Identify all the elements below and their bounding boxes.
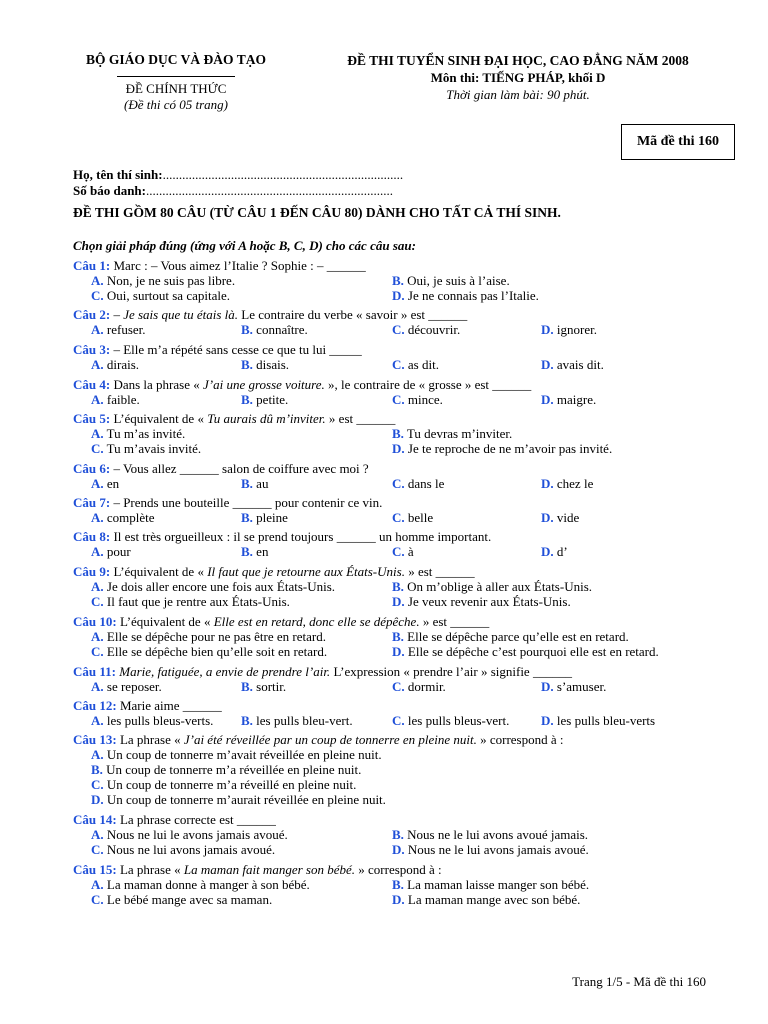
option-letter: A.	[91, 510, 104, 525]
option-d	[541, 679, 606, 694]
option-text: en	[103, 476, 120, 491]
question-label: Câu 11:	[73, 664, 116, 679]
option-text: Nous ne lui avons jamais avoué.	[103, 842, 276, 857]
option-letter: B.	[241, 679, 253, 694]
question-text: –	[110, 307, 124, 322]
candidate-id-label: Số báo danh:	[73, 183, 146, 198]
option-c	[91, 441, 201, 456]
question-text-end: L’expression « prendre l’air » signifie ______	[330, 664, 572, 679]
question-label: Câu 12:	[73, 698, 117, 713]
option-d	[541, 322, 597, 337]
option-c	[392, 713, 509, 728]
question-label: Câu 9:	[73, 564, 111, 579]
option-text: les pulls bleus-verts.	[103, 713, 214, 728]
option-letter: B.	[91, 762, 103, 777]
question-label: Câu 6:	[73, 461, 111, 476]
option-d	[541, 357, 604, 372]
option-c	[91, 594, 290, 609]
option-c	[392, 476, 444, 491]
option-letter: D.	[392, 288, 405, 303]
option-text: petite.	[252, 392, 289, 407]
option-text: Je ne connais pas l’Italie.	[404, 288, 539, 303]
option-letter: C.	[91, 842, 104, 857]
question-label: Câu 2:	[73, 307, 111, 322]
option-text: Le bébé mange avec sa maman.	[103, 892, 273, 907]
question-text: La phrase correcte est ______	[116, 812, 276, 827]
exam-subject: Môn thi: TIẾNG PHÁP, khối D	[430, 70, 606, 85]
option-letter: B.	[241, 713, 253, 728]
option-text: Elle se dépêche bien qu’elle soit en retard.	[103, 644, 328, 659]
option-text: s’amuser.	[553, 679, 607, 694]
option-text: mince.	[404, 392, 443, 407]
exam-header	[310, 52, 726, 103]
option-letter: A.	[91, 579, 104, 594]
option-text: complète	[103, 510, 155, 525]
exam-code-box: Mã đề thi 160	[621, 124, 735, 160]
option-letter: A.	[91, 273, 104, 288]
option-b	[392, 426, 512, 441]
question-label: Câu 10:	[73, 614, 117, 629]
option-letter: A.	[91, 679, 104, 694]
option-c	[91, 644, 327, 659]
option-letter: A.	[91, 476, 104, 491]
option-b	[241, 510, 288, 525]
option-letter: A.	[91, 629, 104, 644]
option-a	[91, 357, 139, 372]
option-letter: A.	[91, 544, 104, 559]
option-text: faible.	[103, 392, 140, 407]
question-stem	[73, 495, 382, 510]
option-letter: C.	[91, 288, 104, 303]
option-letter: A.	[91, 713, 104, 728]
option-d	[392, 892, 580, 907]
option-b	[392, 579, 592, 594]
option-text: pour	[103, 544, 131, 559]
option-letter: D.	[541, 713, 554, 728]
option-text: as dit.	[404, 357, 439, 372]
option-text: sortir.	[252, 679, 287, 694]
option-letter: B.	[241, 392, 253, 407]
option-letter: A.	[91, 827, 104, 842]
option-letter: B.	[392, 877, 404, 892]
question-quote: J’ai une grosse voiture.	[202, 377, 325, 392]
option-b	[241, 357, 289, 372]
option-d	[541, 392, 596, 407]
option-c	[392, 392, 443, 407]
option-letter: A.	[91, 322, 104, 337]
option-letter: D.	[541, 510, 554, 525]
option-letter: C.	[392, 392, 405, 407]
option-b	[241, 392, 288, 407]
option-c	[91, 288, 230, 303]
option-a	[91, 273, 235, 288]
question-text: Il est très orgueilleux : il se prend toujours ______ un homme important.	[110, 529, 492, 544]
option-a	[91, 877, 310, 892]
option-text: Il faut que je rentre aux États-Unis.	[103, 594, 290, 609]
question-text: – Elle m’a répété sans cesse ce que tu lui _____	[110, 342, 362, 357]
option-c	[392, 357, 439, 372]
question-label: Câu 15:	[73, 862, 117, 877]
option-b	[241, 476, 268, 491]
option-text: ignorer.	[553, 322, 597, 337]
question-label: Câu 14:	[73, 812, 117, 827]
option-text: d’	[553, 544, 568, 559]
candidate-id-dots: ............................................................................	[145, 183, 393, 198]
option-text: Non, je ne suis pas libre.	[103, 273, 236, 288]
exam-title: ĐỀ THI TUYỂN SINH ĐẠI HỌC, CAO ĐẲNG NĂM 2008	[347, 53, 689, 68]
option-letter: C.	[91, 441, 104, 456]
question-label: Câu 8:	[73, 529, 111, 544]
option-text: connaître.	[252, 322, 308, 337]
question-text: – Vous allez ______ salon de coiffure avec moi ?	[110, 461, 369, 476]
option-letter: D.	[541, 392, 554, 407]
question-text: La phrase «	[116, 862, 184, 877]
question-stem	[73, 732, 564, 747]
option-text: Je te reproche de ne m’avoir pas invité.	[404, 441, 613, 456]
option-text: Nous ne le lui avons jamais avoué.	[404, 842, 589, 857]
option-letter: D.	[392, 594, 405, 609]
option-letter: B.	[241, 544, 253, 559]
option-text: Nous ne lui le avons jamais avoué.	[103, 827, 288, 842]
option-d	[541, 476, 593, 491]
option-text: les pulls bleu-verts	[553, 713, 656, 728]
option-letter: D.	[392, 892, 405, 907]
option-text: à	[404, 544, 414, 559]
option-text: La maman donne à manger à son bébé.	[103, 877, 310, 892]
option-text: chez le	[553, 476, 594, 491]
option-c	[91, 777, 356, 792]
option-letter: C.	[392, 544, 405, 559]
option-text: La maman laisse manger son bébé.	[403, 877, 590, 892]
option-d	[392, 842, 589, 857]
option-text: Nous ne le lui avons avoué jamais.	[403, 827, 589, 842]
option-a	[91, 629, 326, 644]
question-quote: Il faut que je retourne aux États-Unis.	[207, 564, 405, 579]
question-label: Câu 1:	[73, 258, 111, 273]
option-text: avais dit.	[553, 357, 604, 372]
question-stem	[73, 529, 491, 544]
question-stem	[73, 812, 276, 827]
question-text: Dans la phrase «	[110, 377, 203, 392]
option-letter: A.	[91, 877, 104, 892]
option-text: Elle se dépêche parce qu’elle est en retard.	[403, 629, 629, 644]
question-quote: Je sais que tu étais là.	[123, 307, 239, 322]
option-letter: C.	[91, 892, 104, 907]
option-c	[392, 322, 460, 337]
option-letter: D.	[392, 842, 405, 857]
option-text: On m’oblige à aller aux États-Unis.	[403, 579, 593, 594]
option-a	[91, 392, 140, 407]
question-label: Câu 13:	[73, 732, 117, 747]
option-text: maigre.	[553, 392, 597, 407]
option-letter: C.	[392, 357, 405, 372]
option-text: Un coup de tonnerre m’avait réveillée en pleine nuit.	[103, 747, 382, 762]
option-b	[91, 762, 361, 777]
question-text-end: Le contraire du verbe « savoir » est ______	[238, 307, 468, 322]
option-text: les pulls bleu-vert.	[252, 713, 353, 728]
option-a	[91, 510, 155, 525]
option-d	[541, 544, 568, 559]
option-d	[392, 594, 571, 609]
option-letter: B.	[241, 476, 253, 491]
header-divider	[117, 76, 235, 77]
question-stem	[73, 564, 475, 579]
option-text: au	[252, 476, 269, 491]
question-text-end: », le contraire de « grosse » est ______	[324, 377, 532, 392]
option-a	[91, 713, 213, 728]
ministry-header	[72, 52, 280, 113]
option-text: Tu devras m’inviter.	[403, 426, 513, 441]
option-text: Tu m’avais invité.	[103, 441, 202, 456]
question-text: – Prends une bouteille ______ pour contenir ce vin.	[110, 495, 383, 510]
option-text: Un coup de tonnerre m’a réveillé en pleine nuit.	[103, 777, 357, 792]
question-text-end: » correspond à :	[476, 732, 564, 747]
option-letter: B.	[392, 827, 404, 842]
candidate-name-dots: ..........................................................................	[162, 167, 404, 182]
option-letter: B.	[392, 273, 404, 288]
option-a	[91, 827, 288, 842]
question-stem	[73, 862, 442, 877]
instructions-prompt: Chọn giải pháp đúng (ứng với A hoặc B, C, D) cho các câu sau:	[73, 238, 416, 253]
option-letter: D.	[392, 441, 405, 456]
question-stem	[73, 307, 467, 322]
option-letter: A.	[91, 426, 104, 441]
option-text: Un coup de tonnerre m’a réveillée en pleine nuit.	[102, 762, 362, 777]
option-text: refuser.	[103, 322, 146, 337]
option-letter: D.	[392, 644, 405, 659]
question-text: Marie aime ______	[116, 698, 222, 713]
question-text: L’équivalent de «	[116, 614, 214, 629]
option-a	[91, 679, 162, 694]
option-letter: B.	[392, 426, 404, 441]
option-letter: D.	[91, 792, 104, 807]
option-text: Je dois aller encore une fois aux États-Unis.	[103, 579, 336, 594]
option-c	[91, 842, 275, 857]
question-label: Câu 3:	[73, 342, 111, 357]
option-a	[91, 544, 131, 559]
option-letter: D.	[541, 476, 554, 491]
option-letter: B.	[392, 579, 404, 594]
option-text: dirais.	[103, 357, 140, 372]
option-text: La maman mange avec son bébé.	[404, 892, 581, 907]
option-c	[91, 892, 272, 907]
instructions-heading: ĐỀ THI GỒM 80 CÂU (TỪ CÂU 1 ĐẾN CÂU 80) DÀNH CHO TẤT CẢ THÍ SINH.	[73, 205, 561, 220]
option-letter: A.	[91, 747, 104, 762]
question-stem	[73, 258, 366, 273]
question-quote: Tu aurais dû m’inviter.	[207, 411, 326, 426]
option-text: découvrir.	[404, 322, 461, 337]
option-text: dormir.	[404, 679, 446, 694]
option-letter: C.	[392, 510, 405, 525]
question-text-end: » correspond à :	[355, 862, 442, 877]
option-b	[241, 544, 268, 559]
option-letter: B.	[241, 357, 253, 372]
candidate-name-line	[73, 167, 403, 183]
question-text: Marc : – Vous aimez l’Italie ? Sophie : – ______	[110, 258, 366, 273]
option-a	[91, 322, 146, 337]
option-d	[392, 288, 539, 303]
exam-duration: Thời gian làm bài: 90 phút.	[446, 87, 590, 102]
question-stem	[73, 411, 395, 426]
option-a	[91, 579, 335, 594]
option-letter: C.	[91, 777, 104, 792]
question-text-end: » est ______	[404, 564, 475, 579]
option-text: Je veux revenir aux États-Unis.	[404, 594, 571, 609]
question-stem	[73, 698, 222, 713]
option-text: dans le	[404, 476, 445, 491]
option-d	[392, 441, 612, 456]
option-c	[392, 679, 446, 694]
option-letter: D.	[541, 544, 554, 559]
question-label: Câu 5:	[73, 411, 111, 426]
question-quote: Marie, fatiguée, a envie de prendre l’air.	[119, 664, 331, 679]
question-label: Câu 4:	[73, 377, 111, 392]
option-a	[91, 476, 119, 491]
option-d	[392, 644, 659, 659]
option-text: belle	[404, 510, 434, 525]
option-letter: B.	[241, 322, 253, 337]
question-text: L’équivalent de «	[110, 564, 208, 579]
option-d	[91, 792, 386, 807]
question-text-end: » est ______	[325, 411, 396, 426]
option-letter: C.	[392, 679, 405, 694]
option-letter: D.	[541, 357, 554, 372]
question-text-end: » est ______	[419, 614, 490, 629]
option-b	[392, 827, 588, 842]
option-letter: B.	[241, 510, 253, 525]
option-c	[392, 544, 414, 559]
option-text: pleine	[252, 510, 288, 525]
page-footer: Trang 1/5 - Mã đề thi 160	[572, 974, 706, 989]
pages-note: (Đề thi có 05 trang)	[124, 97, 228, 112]
candidate-name-label: Họ, tên thí sinh:	[73, 167, 163, 182]
option-text: en	[252, 544, 269, 559]
official-label: ĐỀ CHÍNH THỨC	[125, 81, 227, 96]
option-text: les pulls bleus-vert.	[404, 713, 510, 728]
question-stem	[73, 664, 572, 679]
option-letter: C.	[91, 644, 104, 659]
option-b	[241, 322, 308, 337]
option-letter: C.	[392, 713, 405, 728]
question-text: L’équivalent de «	[110, 411, 208, 426]
option-letter: B.	[392, 629, 404, 644]
option-d	[541, 510, 579, 525]
option-letter: D.	[541, 679, 554, 694]
option-c	[392, 510, 433, 525]
option-b	[392, 877, 589, 892]
option-text: Oui, je suis à l’aise.	[403, 273, 510, 288]
question-label: Câu 7:	[73, 495, 111, 510]
candidate-id-line	[73, 183, 393, 199]
question-quote: Elle est en retard, donc elle se dépêche.	[213, 614, 420, 629]
option-a	[91, 747, 382, 762]
option-letter: C.	[91, 594, 104, 609]
question-quote: La maman fait manger son bébé.	[183, 862, 356, 877]
option-text: Elle se dépêche pour ne pas être en retard.	[103, 629, 326, 644]
option-d	[541, 713, 655, 728]
question-stem	[73, 342, 362, 357]
option-text: se reposer.	[103, 679, 162, 694]
question-stem	[73, 461, 369, 476]
option-b	[241, 713, 353, 728]
ministry-name: BỘ GIÁO DỤC VÀ ĐÀO TẠO	[86, 52, 266, 67]
question-text: La phrase «	[116, 732, 184, 747]
option-b	[241, 679, 286, 694]
option-letter: C.	[392, 322, 405, 337]
option-letter: A.	[91, 357, 104, 372]
option-text: Un coup de tonnerre m’aurait réveillée en pleine nuit.	[103, 792, 386, 807]
question-quote: J’ai été réveillée par un coup de tonnerre en pleine nuit.	[183, 732, 477, 747]
option-text: vide	[553, 510, 580, 525]
question-stem	[73, 377, 531, 392]
option-letter: A.	[91, 392, 104, 407]
option-b	[392, 629, 629, 644]
option-b	[392, 273, 510, 288]
option-text: Elle se dépêche c’est pourquoi elle est en retard.	[404, 644, 659, 659]
option-text: disais.	[252, 357, 290, 372]
option-a	[91, 426, 185, 441]
option-letter: C.	[392, 476, 405, 491]
option-letter: D.	[541, 322, 554, 337]
option-text: Oui, surtout sa capitale.	[103, 288, 230, 303]
option-text: Tu m’as invité.	[103, 426, 186, 441]
question-stem	[73, 614, 489, 629]
